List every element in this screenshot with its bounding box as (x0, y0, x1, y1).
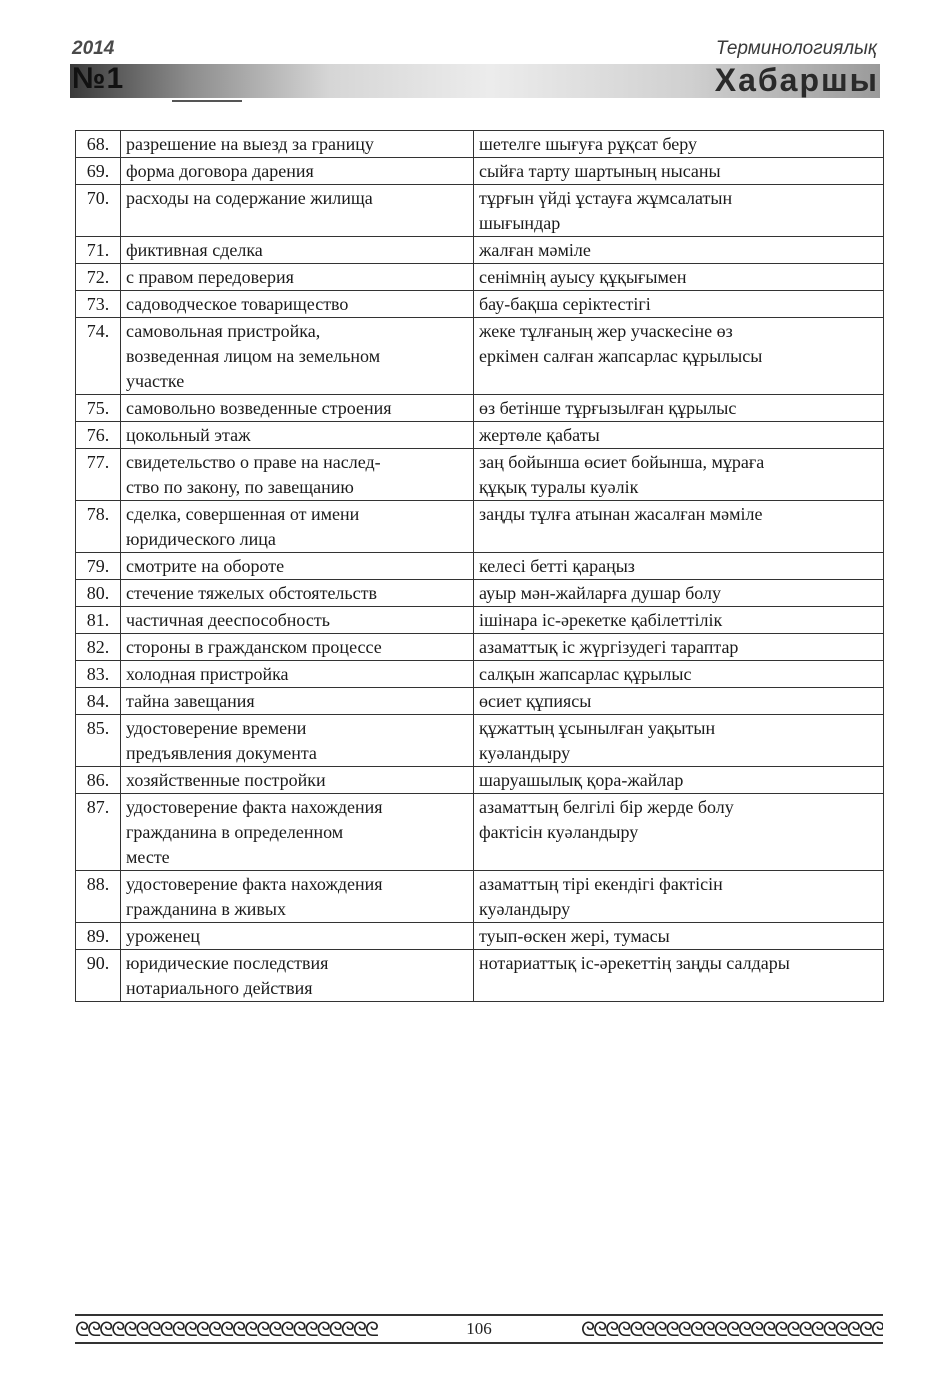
table-row (76, 688, 884, 715)
term-kazakh: азаматтың белгілі бір жерде болу фактісін куәландыру (474, 794, 884, 871)
table-row (76, 131, 884, 158)
term-russian: разрешение на выезд за границу (121, 131, 474, 158)
term-kazakh: салқын жапсарлас құрылыс (474, 661, 884, 688)
term-kazakh: сыйға тарту шартының нысаны (474, 158, 884, 185)
term-russian: форма договора дарения (121, 158, 474, 185)
term-russian: с правом передоверия (121, 264, 474, 291)
term-number: 88. (76, 871, 121, 923)
term-kazakh: жалған мәміле (474, 237, 884, 264)
term-russian: тайна завещания (121, 688, 474, 715)
term-number: 75. (76, 395, 121, 422)
term-kazakh: сенімнің ауысу құқығымен (474, 264, 884, 291)
table-row (76, 607, 884, 634)
header-year: 2014 (72, 38, 115, 59)
term-kazakh: ішінара іс-әрекетке қабілеттілік (474, 607, 884, 634)
term-kazakh: тұрғын үйді ұстауға жұмсалатын шығындар (474, 185, 884, 237)
term-kazakh: азаматтың тірі екендігі фактісін куәландыру (474, 871, 884, 923)
header-issue-number: №1 (72, 62, 125, 95)
term-kazakh: өз бетінше тұрғызылған құрылыс (474, 395, 884, 422)
table-row (76, 794, 884, 871)
page-number: 106 (466, 1319, 492, 1338)
term-kazakh: заң бойынша өсиет бойынша, мұраға құқық туралы куәлік (474, 449, 884, 501)
term-russian: холодная пристройка (121, 661, 474, 688)
header-divider (172, 100, 242, 102)
term-kazakh: шетелге шығуға рұқсат беру (474, 131, 884, 158)
table-row (76, 871, 884, 923)
term-number: 72. (76, 264, 121, 291)
table-row (76, 449, 884, 501)
wave-ornament-icon: ᘓᘓᘓᘓᘓᘓᘓᘓᘓᘓᘓᘓᘓᘓᘓᘓᘓᘓᘓᘓᘓᘓᘓᘓᘓ (581, 1319, 883, 1339)
term-number: 69. (76, 158, 121, 185)
term-russian: цокольный этаж (121, 422, 474, 449)
table-row (76, 395, 884, 422)
term-number: 77. (76, 449, 121, 501)
table-row (76, 237, 884, 264)
term-russian: самовольная пристройка, возведенная лицом на земельном участке (121, 318, 474, 395)
term-russian: уроженец (121, 923, 474, 950)
term-number: 84. (76, 688, 121, 715)
term-kazakh: жертөле қабаты (474, 422, 884, 449)
wave-ornament-icon: ᘓᘓᘓᘓᘓᘓᘓᘓᘓᘓᘓᘓᘓᘓᘓᘓᘓᘓᘓᘓᘓᘓᘓᘓᘓ (75, 1319, 377, 1339)
term-number: 80. (76, 580, 121, 607)
term-number: 81. (76, 607, 121, 634)
term-russian: садоводческое товарищество (121, 291, 474, 318)
term-number: 71. (76, 237, 121, 264)
table-row (76, 501, 884, 553)
table-row (76, 291, 884, 318)
term-russian: фиктивная сделка (121, 237, 474, 264)
term-russian: хозяйственные постройки (121, 767, 474, 794)
term-russian: самовольно возведенные строения (121, 395, 474, 422)
term-russian: юридические последствия нотариального действия (121, 950, 474, 1002)
table-row (76, 580, 884, 607)
term-kazakh: бау-бақша серіктестігі (474, 291, 884, 318)
term-number: 86. (76, 767, 121, 794)
term-russian: частичная дееспособность (121, 607, 474, 634)
term-number: 78. (76, 501, 121, 553)
term-number: 70. (76, 185, 121, 237)
table-row (76, 923, 884, 950)
table-row (76, 767, 884, 794)
term-kazakh: құжаттың ұсынылған уақытын куәландыру (474, 715, 884, 767)
term-number: 87. (76, 794, 121, 871)
term-number: 68. (76, 131, 121, 158)
journal-title-line2: Хабаршы (714, 62, 879, 98)
term-russian: удостоверение времени предъявления документа (121, 715, 474, 767)
term-russian: стечение тяжелых обстоятельств (121, 580, 474, 607)
table-row (76, 185, 884, 237)
glossary-table (75, 130, 884, 1002)
term-kazakh: жеке тұлғаның жер учаскесіне өз еркімен салған жапсарлас құрылысы (474, 318, 884, 395)
footer-rule-bottom (75, 1342, 883, 1344)
journal-title-line1: Терминологиялық (715, 38, 877, 59)
table-row (76, 553, 884, 580)
term-number: 89. (76, 923, 121, 950)
term-kazakh: келесі бетті қараңыз (474, 553, 884, 580)
term-russian: свидетельство о праве на наслед- ство по закону, по завещанию (121, 449, 474, 501)
term-kazakh: азаматтық іс жүргізудегі тараптар (474, 634, 884, 661)
term-russian: удостоверение факта нахождения гражданина в определенном месте (121, 794, 474, 871)
term-kazakh: шаруашылық қора-жайлар (474, 767, 884, 794)
term-number: 74. (76, 318, 121, 395)
term-kazakh: ауыр мән-жайларға душар болу (474, 580, 884, 607)
term-russian: стороны в гражданском процессе (121, 634, 474, 661)
term-number: 76. (76, 422, 121, 449)
page-footer (75, 1314, 883, 1344)
term-number: 73. (76, 291, 121, 318)
term-number: 79. (76, 553, 121, 580)
table-row (76, 422, 884, 449)
term-russian: смотрите на обороте (121, 553, 474, 580)
table-row (76, 634, 884, 661)
term-kazakh: өсиет құпиясы (474, 688, 884, 715)
glossary-table-body (76, 131, 884, 1002)
term-russian: расходы на содержание жилища (121, 185, 474, 237)
table-row (76, 661, 884, 688)
term-russian: удостоверение факта нахождения гражданина в живых (121, 871, 474, 923)
term-number: 82. (76, 634, 121, 661)
term-kazakh: туып-өскен жері, тумасы (474, 923, 884, 950)
table-row (76, 264, 884, 291)
term-kazakh: заңды тұлға атынан жасалған мәміле (474, 501, 884, 553)
term-number: 83. (76, 661, 121, 688)
term-number: 90. (76, 950, 121, 1002)
term-russian: сделка, совершенная от имени юридического лица (121, 501, 474, 553)
footer-rule-top (75, 1314, 883, 1316)
table-row (76, 318, 884, 395)
term-kazakh: нотариаттық іс-әрекеттің заңды салдары (474, 950, 884, 1002)
term-number: 85. (76, 715, 121, 767)
table-row (76, 158, 884, 185)
table-row (76, 715, 884, 767)
table-row (76, 950, 884, 1002)
